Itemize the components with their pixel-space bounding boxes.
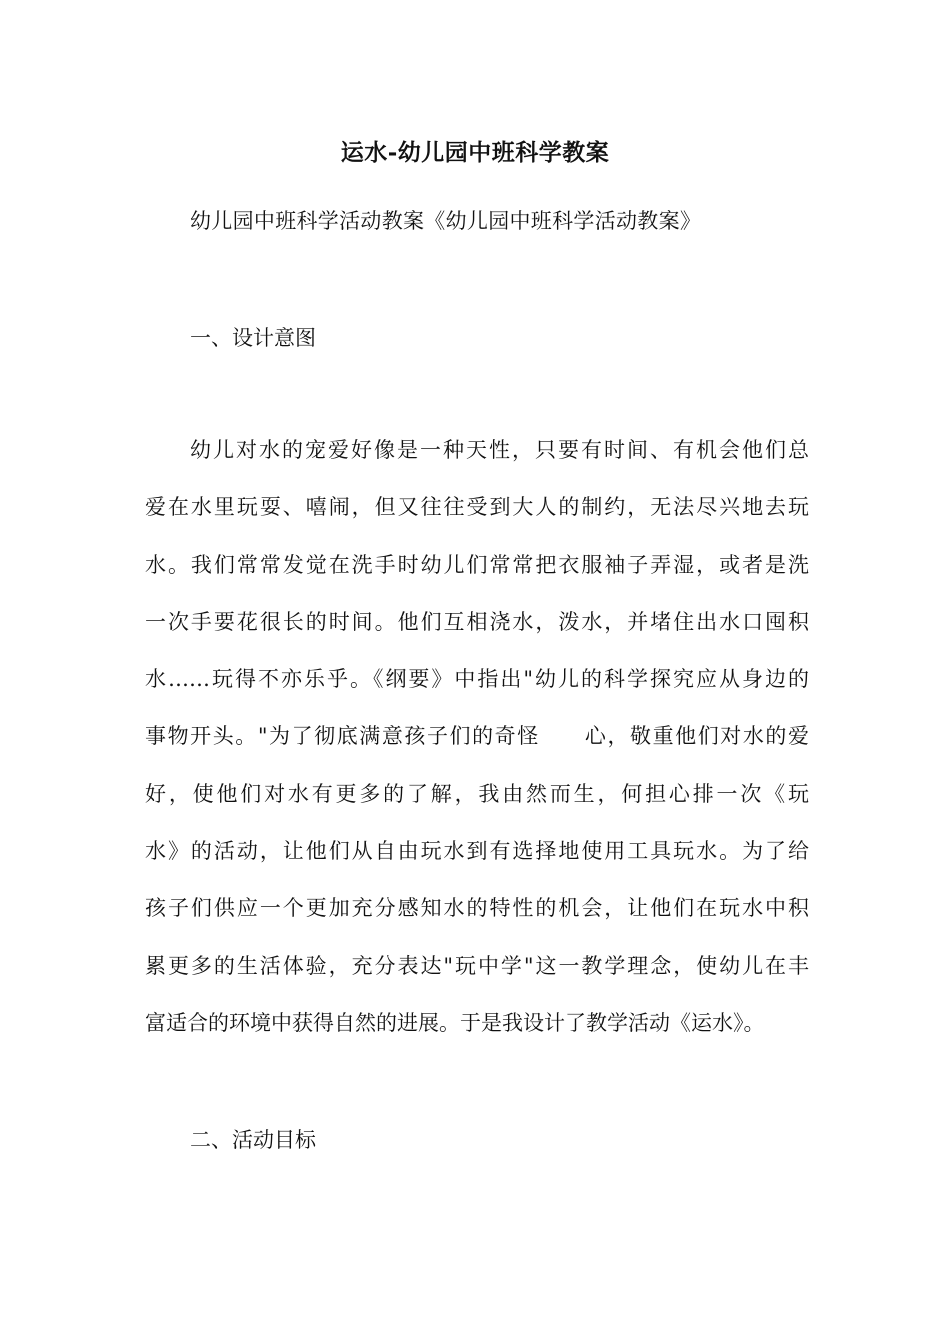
paragraph-line: 孩子们供应一个更加充分感知水的特性的机会，让他们在玩水中积 [145, 896, 809, 921]
paragraph-line: 水……玩得不亦乐乎。《纲要》中指出"幼儿的科学探究应从身边的 [145, 667, 809, 692]
section-heading-activity-goals: 二、活动目标 [190, 1128, 316, 1152]
paragraph-line: 水》的活动，让他们从自由玩水到有选择地使用工具玩水。为了给 [145, 839, 809, 864]
paragraph-line: 好，使他们对水有更多的了解，我由然而生，何担心排一次《玩 [145, 781, 809, 806]
paragraph-line: 一次手要花很长的时间。他们互相浇水，泼水，并堵住出水口囤积 [145, 609, 809, 634]
paragraph-line: 累更多的生活体验，充分表达"玩中学"这一教学理念，使幼儿在丰 [145, 953, 809, 978]
paragraph-line: 事物开头。"为了彻底满意孩子们的奇怪 心，敬重他们对水的爱 [145, 724, 809, 749]
paragraph-line: 富适合的环境中获得自然的进展。于是我设计了教学活动《运水》。 [145, 1010, 765, 1035]
section-heading-design-intent: 一、设计意图 [190, 326, 316, 350]
document-title: 运水-幼儿园中班科学教案 [340, 139, 610, 166]
document-subtitle: 幼儿园中班科学活动教案《幼儿园中班科学活动教案》 [190, 209, 702, 233]
section-body-design-intent [145, 434, 809, 1064]
paragraph-line: 水。我们常常发觉在洗手时幼儿们常常把衣服袖子弄湿，或者是洗 [145, 552, 809, 577]
paragraph-line: 爱在水里玩耍、嘻闹，但又往往受到大人的制约，无法尽兴地去玩 [145, 495, 809, 520]
paragraph-line: 幼儿对水的宠爱好像是一种天性，只要有时间、有机会他们总 [190, 438, 809, 462]
